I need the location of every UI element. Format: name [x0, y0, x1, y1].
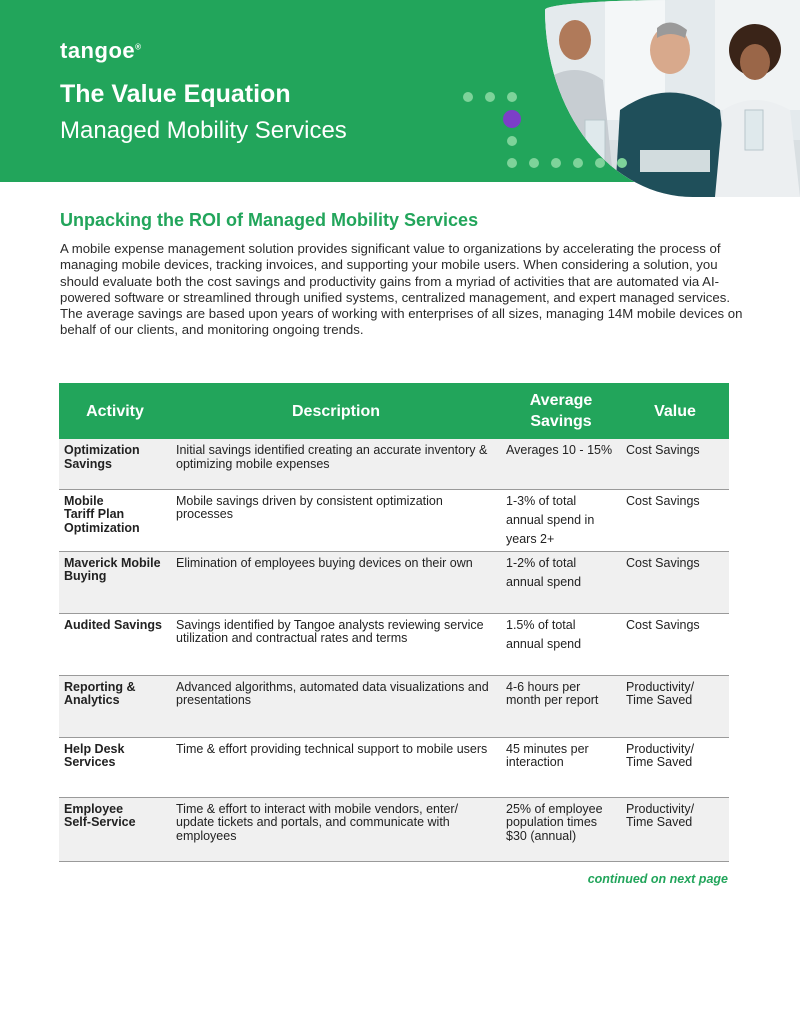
intro-paragraph: A mobile expense management solution provides significant value to organizations by accelerating the process of managing mobile devices, tracking invoices, and supporting your mobile users. When considering a solution, you should evaluate both the cost savings and productivity gains from a myriad of activities that are automated via AI-powered software or streamlined through unified systems, centralized management, and expert managed services. The average savings are based upon years of working with enterprises of all sizes, managing 14M mobile devices on behalf of our clients, and monitoring ongoing trends. — [60, 241, 743, 338]
savings-cell: 25% of employee population times $30 (annual) — [501, 797, 621, 861]
continued-note: continued on next page — [587, 872, 728, 886]
table-row — [59, 489, 729, 551]
header-activity: Activity — [59, 383, 171, 439]
roi-table — [59, 383, 729, 862]
description-cell: Savings identified by Tangoe analysts reviewing service utilization and contractual rates and terms — [171, 613, 501, 675]
value-cell: Productivity/ Time Saved — [621, 737, 729, 797]
header-description: Description — [171, 383, 501, 439]
activity-cell: Mobile Tariff Plan Optimization — [59, 489, 171, 551]
activity-cell: Audited Savings — [59, 613, 171, 675]
activity-cell: Maverick Mobile Buying — [59, 551, 171, 613]
value-cell: Cost Savings — [621, 613, 729, 675]
table-row — [59, 551, 729, 613]
savings-cell: 1-3% of total annual spend in years 2+ — [501, 489, 621, 551]
savings-cell: 4-6 hours per month per report — [501, 675, 621, 737]
value-cell: Cost Savings — [621, 489, 729, 551]
header-average-savings: Average Savings — [501, 383, 621, 439]
section-heading: Unpacking the ROI of Managed Mobility Services — [60, 210, 479, 230]
value-cell: Cost Savings — [621, 439, 729, 489]
description-cell: Advanced algorithms, automated data visualizations and presentations — [171, 675, 501, 737]
description-cell: Elimination of employees buying devices on their own — [171, 551, 501, 613]
activity-cell: Help Desk Services — [59, 737, 171, 797]
activity-cell: Reporting & Analytics — [59, 675, 171, 737]
tangoe-logo: tangoe® — [60, 38, 142, 63]
page-title: The Value Equation — [60, 80, 291, 108]
header-value: Value — [621, 383, 729, 439]
table-header-row — [59, 383, 729, 439]
table-row — [59, 797, 729, 861]
savings-cell: Averages 10 - 15% — [501, 439, 621, 489]
savings-cell: 45 minutes per interaction — [501, 737, 621, 797]
savings-cell: 1-2% of total annual spend — [501, 551, 621, 613]
value-cell: Productivity/ Time Saved — [621, 797, 729, 861]
activity-cell: Optimization Savings — [59, 439, 171, 489]
table-row — [59, 675, 729, 737]
description-cell: Mobile savings driven by consistent optimization processes — [171, 489, 501, 551]
description-cell: Time & effort to interact with mobile vendors, enter/ update tickets and portals, and communicate with employees — [171, 797, 501, 861]
activity-cell: Employee Self-Service — [59, 797, 171, 861]
description-cell: Initial savings identified creating an accurate inventory & optimizing mobile expenses — [171, 439, 501, 489]
savings-cell: 1.5% of total annual spend — [501, 613, 621, 675]
table-row — [59, 439, 729, 489]
value-cell: Cost Savings — [621, 551, 729, 613]
value-cell: Productivity/ Time Saved — [621, 675, 729, 737]
table-row — [59, 737, 729, 797]
page-subtitle: Managed Mobility Services — [60, 117, 347, 144]
table-row — [59, 613, 729, 675]
description-cell: Time & effort providing technical support to mobile users — [171, 737, 501, 797]
